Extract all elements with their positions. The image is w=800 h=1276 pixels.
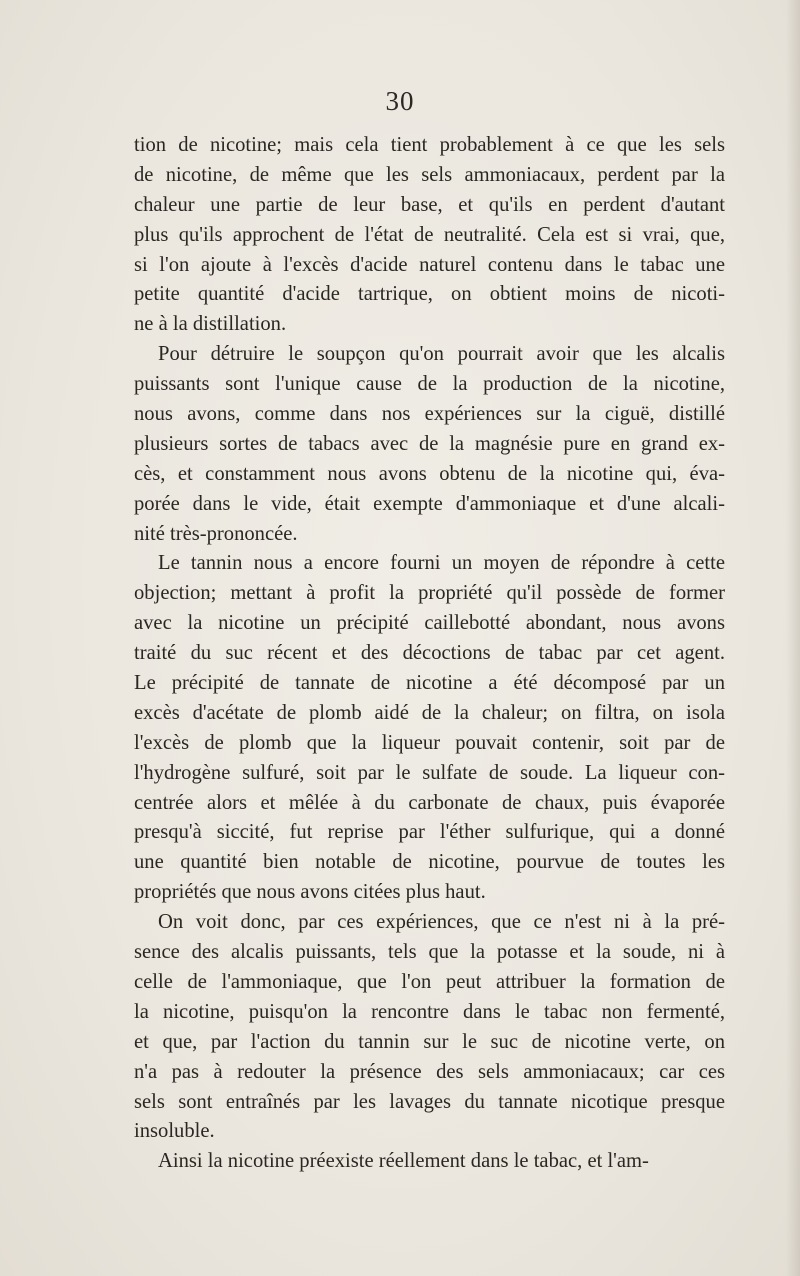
- text-line: nous avons, comme dans nos expériences sur la ciguë, distillé: [134, 403, 725, 426]
- text-line: puissants sont l'unique cause de la production de la nicotine,: [134, 373, 725, 396]
- text-line: Pour détruire le soupçon qu'on pourrait avoir que les alcalis: [158, 343, 725, 366]
- text-line: cès, et constamment nous avons obtenu de la nicotine qui, éva-: [134, 462, 725, 485]
- text-line: On voit donc, par ces expériences, que ce n'est ni à la pré-: [158, 911, 725, 934]
- text-line: presqu'à siccité, fut reprise par l'éther sulfurique, qui a donné: [134, 821, 725, 844]
- text-line: Le précipité de tannate de nicotine a été décomposé par un: [134, 672, 725, 695]
- text-line: n'a pas à redouter la présence des sels ammoniacaux; car ces: [134, 1060, 725, 1083]
- text-line: tion de nicotine; mais cela tient probablement à ce que les sels: [134, 134, 725, 156]
- text-line: traité du suc récent et des décoctions de tabac par cet agent.: [134, 642, 725, 665]
- text-line: nité très-prononcée.: [134, 522, 298, 545]
- text-line: petite quantité d'acide tartrique, on obtient moins de nicoti-: [134, 283, 725, 306]
- text-line: de nicotine, de même que les sels ammoniacaux, perdent par la: [134, 163, 725, 186]
- text-line: centrée alors et mêlée à du carbonate de chaux, puis évaporée: [134, 791, 725, 814]
- text-line: ne à la distillation.: [134, 313, 287, 336]
- text-line: excès d'acétate de plomb aidé de la chaleur; on filtra, on isola: [134, 701, 725, 724]
- text-line: sence des alcalis puissants, tels que la potasse et la soude, ni à: [134, 941, 725, 964]
- text-line: propriétés que nous avons citées plus haut.: [134, 881, 486, 904]
- text-line: objection; mettant à profit la propriété qu'il possède de former: [134, 582, 725, 605]
- text-line: avec la nicotine un précipité caillebotté abondant, nous avons: [134, 612, 725, 635]
- text-line: l'excès de plomb que la liqueur pouvait contenir, soit par de: [134, 731, 725, 754]
- text-line: plus qu'ils approchent de l'état de neutralité. Cela est si vrai, que,: [134, 223, 725, 246]
- text-line: porée dans le vide, était exempte d'ammoniaque et d'une alcali-: [134, 492, 725, 515]
- text-line: et que, par l'action du tannin sur le suc de nicotine verte, on: [134, 1030, 725, 1053]
- text-line: sels sont entraînés par les lavages du tannate nicotique presque: [134, 1090, 725, 1113]
- body-text: [134, 131, 725, 1177]
- text-line: la nicotine, puisqu'on la rencontre dans le tabac non fermenté,: [134, 1000, 725, 1023]
- text-line: celle de l'ammoniaque, que l'on peut attribuer la formation de: [134, 970, 725, 993]
- text-line: Le tannin nous a encore fourni un moyen de répondre à cette: [158, 552, 725, 575]
- page-edge-shadow: [786, 0, 800, 1276]
- page-number: 30: [385, 86, 415, 116]
- text-line: une quantité bien notable de nicotine, pourvue de toutes les: [134, 851, 725, 874]
- text-line: si l'on ajoute à l'excès d'acide naturel contenu dans le tabac une: [134, 253, 725, 276]
- text-line: chaleur une partie de leur base, et qu'ils en perdent d'autant: [134, 193, 725, 216]
- text-line: Ainsi la nicotine préexiste réellement dans le tabac, et l'am-: [158, 1150, 649, 1173]
- text-line: insoluble.: [134, 1120, 215, 1143]
- text-line: l'hydrogène sulfuré, soit par le sulfate de soude. La liqueur con-: [134, 761, 725, 784]
- text-line: plusieurs sortes de tabacs avec de la magnésie pure en grand ex-: [134, 432, 725, 455]
